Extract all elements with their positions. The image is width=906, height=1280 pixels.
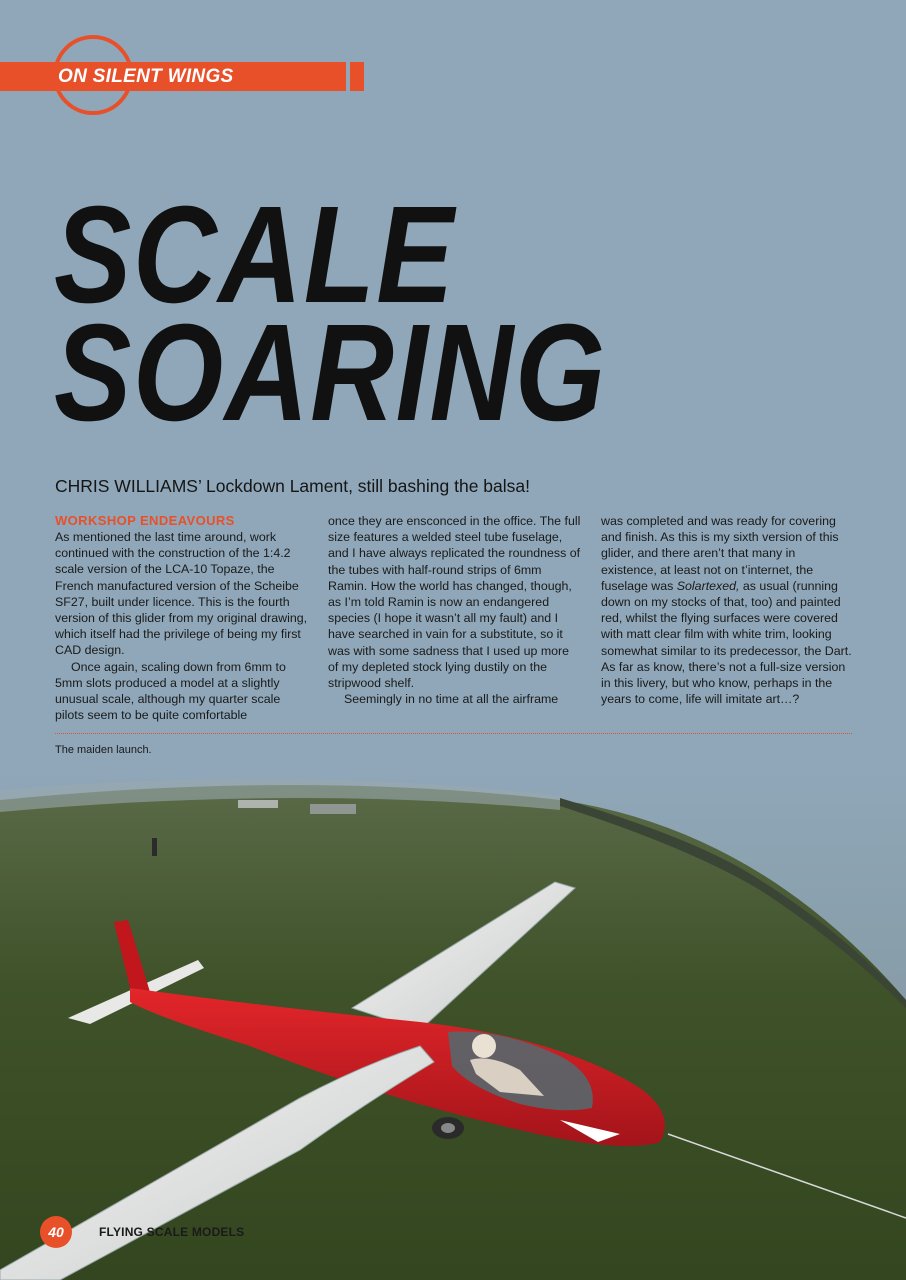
paragraph-text: was completed and was ready for covering and finish. As this is my sixth version of this glider, and there aren’t that many in existence, at least not on t’internet, the fuselage was — [601, 514, 839, 593]
page-number: 40 — [40, 1216, 72, 1248]
section-banner-tail — [350, 62, 364, 91]
column-3 — [601, 513, 854, 723]
column-2 — [328, 513, 581, 723]
glider-photo — [0, 770, 906, 1280]
article-body — [55, 513, 855, 723]
article-title — [54, 178, 607, 450]
paragraph — [601, 513, 854, 707]
paragraph: Seemingly in no time at all the airframe — [344, 692, 559, 707]
italic-term: Solartexed, — [676, 578, 740, 593]
title-line-1: SCALE — [54, 178, 456, 332]
title-line-2: SOARING — [54, 296, 607, 450]
section-heading: WORKSHOP ENDEAVOURS — [55, 513, 235, 528]
paragraph: once they are ensconced in the office. The full size features a welded steel tube fuselage, and I have always replicated the roundness of the tubes with half-round strips of 6mm Ramin. How the world has changed, though, as I’m told Ramin is now an endangered species (I hope it wasn’t all my fault) and I have searched in vain for a substitute, so it was with some sadness that I used up more of my depleted stock lying dustily on the stripwood shelf. — [328, 514, 581, 691]
paragraph-text: as usual (running down on my stocks of that, too) and painted red, whilst the flying surfaces were covered with matt clear film with white trim, looking somewhat similar to its predecessor, the Dart. As far as know, there’s not a full-size version in this livery, but who know, perhaps in the years to come, life will imitate art…? — [601, 578, 852, 707]
paragraph: Once again, scaling down from 6mm to 5mm slots produced a model at a slightly unusual scale, although my quarter scale pilots seem to be quite comfortable — [55, 659, 286, 723]
section-label: ON SILENT WINGS — [58, 66, 234, 87]
column-1 — [55, 513, 308, 723]
article-subtitle: CHRIS WILLIAMS’ Lockdown Lament, still bashing the balsa! — [55, 476, 530, 496]
paragraph: As mentioned the last time around, work continued with the construction of the 1:4.2 scale version of the LCA-10 Topaze, the French manufactured version of the Scheibe SF27, built under licence. This is the fourth version of this glider from my original drawing, which itself had the privilege of being my first CAD design. — [55, 530, 308, 658]
magazine-name: FLYING SCALE MODELS — [99, 1225, 245, 1239]
photo-caption: The maiden launch. — [55, 744, 152, 756]
glider-illustration — [0, 770, 906, 1280]
dotted-divider — [55, 733, 852, 734]
